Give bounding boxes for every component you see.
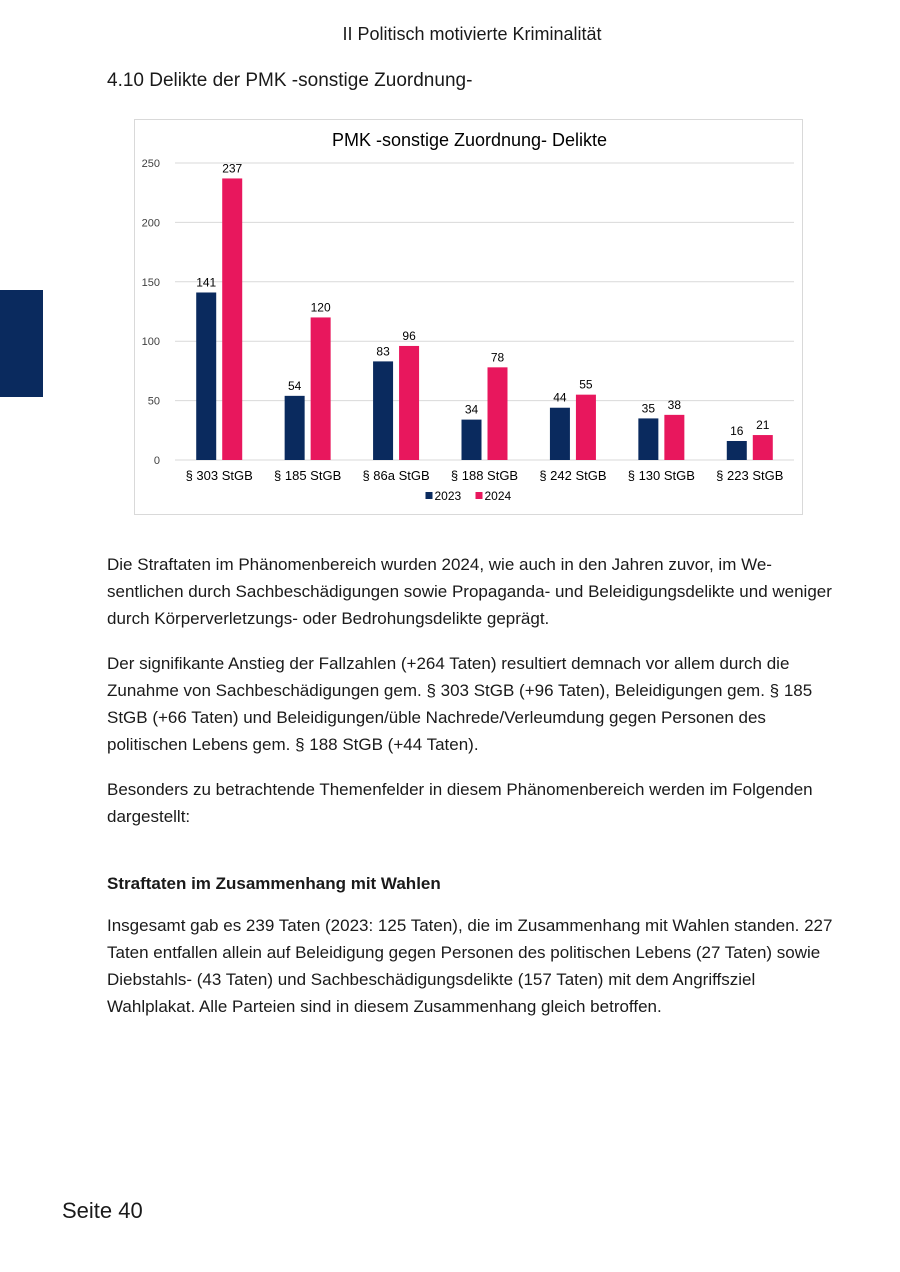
x-tick-label: § 185 StGB — [274, 468, 342, 483]
y-tick-label: 50 — [147, 395, 160, 408]
data-label-2023: 35 — [641, 401, 656, 416]
bar-2024 — [222, 178, 242, 460]
bar-2024 — [399, 346, 419, 460]
bar-2024 — [753, 435, 773, 460]
bar-2023 — [462, 420, 482, 460]
running-header: II Politisch motivierte Kriminalität — [342, 24, 602, 44]
y-tick-label: 0 — [153, 455, 160, 467]
x-tick-label: § 242 StGB — [539, 468, 607, 483]
page-number: Seite 40 — [62, 1198, 143, 1223]
data-label-2024: 55 — [579, 377, 593, 392]
bar-2023 — [727, 441, 747, 460]
bar-2023 — [285, 396, 305, 460]
bar-2023 — [550, 408, 570, 460]
y-tick-label: 250 — [141, 158, 160, 170]
bar-2023 — [196, 292, 216, 460]
paragraph-3: Besonders zu betrachtende Themenfelder in diesem Phänomenbereich werden im Folgenden dargestellt: — [107, 780, 813, 826]
x-tick-label: § 223 StGB — [716, 468, 784, 483]
subheading-wahlen: Straftaten im Zusammenhang mit Wahlen — [107, 874, 441, 893]
x-tick-label: § 303 StGB — [185, 468, 253, 483]
bar-2024 — [664, 415, 684, 460]
bar-chart — [135, 120, 804, 516]
legend-swatch-2023 — [426, 492, 433, 499]
legend-label-2024: 2024 — [484, 489, 512, 503]
data-label-2023: 54 — [287, 378, 302, 393]
y-tick-label: 100 — [141, 336, 160, 349]
bar-2024 — [488, 367, 508, 460]
paragraph-4: Insgesamt gab es 239 Taten (2023: 125 Taten), die im Zusammenhang mit Wahlen standen. 227 Taten entfallen allein auf Beleidigung gegen Personen des politischen Lebens (27 Taten) sowie Diebstahls- (43 Taten) und Sachbeschädigungsdelikte (157 Taten) mit dem Angriffsziel Wahlplakat. Alle Parteien sind in diesem Zusammenhang gleich betroffen. — [107, 916, 833, 1016]
bar-2024 — [576, 395, 596, 460]
data-label-2024: 38 — [667, 397, 682, 412]
bar-2023 — [373, 361, 393, 460]
bar-2023 — [638, 418, 658, 460]
data-label-2024: 21 — [756, 418, 770, 433]
chart-container — [134, 119, 803, 515]
data-label-2023: 44 — [553, 390, 567, 405]
paragraph-1: Die Straftaten im Phänomenbereich wurden 2024, wie auch in den Jahren zuvor, im Wesentlichen durch Sachbeschädigungen sowie Propaganda- und Beleidigungsdelikte und weniger durch Körperverletzungs- oder Bedrohungsdelikte geprägt. — [107, 555, 832, 628]
legend-swatch-2024 — [476, 492, 483, 499]
side-color-marker — [0, 290, 43, 397]
bar-2024 — [311, 317, 331, 460]
data-label-2023: 141 — [196, 275, 217, 290]
data-label-2024: 120 — [310, 300, 331, 315]
y-tick-label: 150 — [141, 276, 160, 289]
legend-label-2023: 2023 — [434, 489, 462, 503]
y-tick-label: 200 — [141, 217, 160, 230]
chart-title: PMK -sonstige Zuordnung- Delikte — [331, 130, 608, 150]
data-label-2024: 78 — [490, 350, 505, 365]
x-tick-label: § 86a StGB — [362, 468, 430, 483]
data-label-2023: 16 — [730, 423, 744, 438]
data-label-2024: 96 — [402, 328, 416, 343]
section-heading: 4.10 Delikte der PMK -sonstige Zuordnung- — [107, 70, 473, 91]
data-label-2023: 83 — [376, 344, 390, 359]
x-tick-label: § 188 StGB — [450, 468, 519, 483]
data-label-2024: 237 — [222, 161, 243, 176]
data-label-2023: 34 — [464, 402, 479, 417]
paragraph-2: Der signifikante Anstieg der Fallzahlen (+264 Taten) resultiert demnach vor allem durch die Zunahme von Sachbeschädigungen gem. § 303 StGB (+96 Taten), Beleidigungen gem. § 185 StGB (+66 Taten) und Beleidigungen/üble Nachrede/Verleumdung gegen Personen des politischen Lebens gem. § 188 StGB (+44 Taten). — [107, 654, 813, 754]
x-tick-label: § 130 StGB — [627, 468, 695, 483]
